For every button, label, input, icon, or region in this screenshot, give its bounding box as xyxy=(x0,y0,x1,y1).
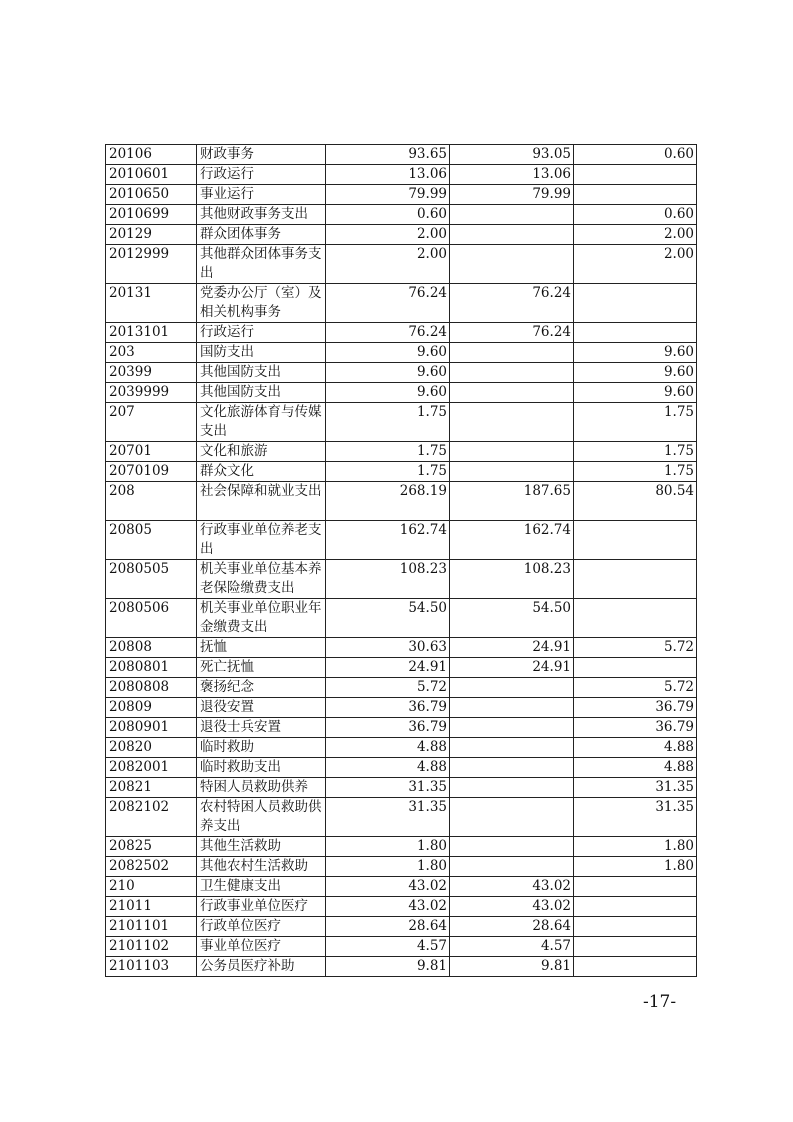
total-amount-cell: 31.35 xyxy=(326,798,450,837)
table-row xyxy=(106,678,697,698)
account-code-cell: 203 xyxy=(106,343,197,363)
total-amount-cell: 0.60 xyxy=(326,205,450,225)
project-expenditure-cell: 5.72 xyxy=(574,678,697,698)
item-name-cell: 行政事业单位养老支出 xyxy=(197,521,326,560)
table-row xyxy=(106,638,697,658)
basic-expenditure-cell: 24.91 xyxy=(450,658,574,678)
total-amount-cell: 1.75 xyxy=(326,462,450,482)
basic-expenditure-cell xyxy=(450,363,574,383)
table-row xyxy=(106,560,697,599)
total-amount-cell: 2.00 xyxy=(326,245,450,284)
table-row xyxy=(106,284,697,323)
project-expenditure-cell: 9.60 xyxy=(574,363,697,383)
table-row xyxy=(106,698,697,718)
account-code-cell: 2070109 xyxy=(106,462,197,482)
account-code-cell: 20131 xyxy=(106,284,197,323)
basic-expenditure-cell: 93.05 xyxy=(450,145,574,165)
table-row xyxy=(106,877,697,897)
total-amount-cell: 1.80 xyxy=(326,857,450,877)
basic-expenditure-cell xyxy=(450,442,574,462)
account-code-cell: 20821 xyxy=(106,778,197,798)
project-expenditure-cell: 31.35 xyxy=(574,798,697,837)
account-code-cell: 2080808 xyxy=(106,678,197,698)
total-amount-cell: 1.80 xyxy=(326,837,450,857)
basic-expenditure-cell: 76.24 xyxy=(450,284,574,323)
total-amount-cell: 43.02 xyxy=(326,877,450,897)
project-expenditure-cell: 31.35 xyxy=(574,778,697,798)
table-row xyxy=(106,837,697,857)
item-name-cell: 临时救助支出 xyxy=(197,758,326,778)
basic-expenditure-cell xyxy=(450,245,574,284)
item-name-cell: 其他财政事务支出 xyxy=(197,205,326,225)
project-expenditure-cell: 4.88 xyxy=(574,738,697,758)
basic-expenditure-cell xyxy=(450,837,574,857)
basic-expenditure-cell xyxy=(450,758,574,778)
account-code-cell: 20129 xyxy=(106,225,197,245)
item-name-cell: 财政事务 xyxy=(197,145,326,165)
table-row xyxy=(106,442,697,462)
account-code-cell: 2082502 xyxy=(106,857,197,877)
account-code-cell: 20820 xyxy=(106,738,197,758)
item-name-cell: 社会保障和就业支出 xyxy=(197,482,326,521)
total-amount-cell: 24.91 xyxy=(326,658,450,678)
account-code-cell: 2082102 xyxy=(106,798,197,837)
basic-expenditure-cell: 28.64 xyxy=(450,917,574,937)
table-row xyxy=(106,798,697,837)
table-row xyxy=(106,383,697,403)
budget-table xyxy=(105,144,697,977)
table-row xyxy=(106,403,697,442)
item-name-cell: 群众文化 xyxy=(197,462,326,482)
item-name-cell: 事业运行 xyxy=(197,185,326,205)
account-code-cell: 20825 xyxy=(106,837,197,857)
basic-expenditure-cell: 4.57 xyxy=(450,937,574,957)
table-row xyxy=(106,185,697,205)
total-amount-cell: 2.00 xyxy=(326,225,450,245)
basic-expenditure-cell: 9.81 xyxy=(450,957,574,977)
total-amount-cell: 30.63 xyxy=(326,638,450,658)
item-name-cell: 文化旅游体育与传媒支出 xyxy=(197,403,326,442)
project-expenditure-cell: 5.72 xyxy=(574,638,697,658)
table-row xyxy=(106,165,697,185)
table-row xyxy=(106,738,697,758)
account-code-cell: 21011 xyxy=(106,897,197,917)
item-name-cell: 机关事业单位职业年金缴费支出 xyxy=(197,599,326,638)
project-expenditure-cell xyxy=(574,323,697,343)
table-row xyxy=(106,323,697,343)
basic-expenditure-cell xyxy=(450,462,574,482)
total-amount-cell: 43.02 xyxy=(326,897,450,917)
account-code-cell: 20399 xyxy=(106,363,197,383)
basic-expenditure-cell xyxy=(450,205,574,225)
project-expenditure-cell xyxy=(574,658,697,678)
basic-expenditure-cell xyxy=(450,718,574,738)
account-code-cell: 2010650 xyxy=(106,185,197,205)
project-expenditure-cell: 1.80 xyxy=(574,837,697,857)
account-code-cell: 2080505 xyxy=(106,560,197,599)
item-name-cell: 退役安置 xyxy=(197,698,326,718)
project-expenditure-cell xyxy=(574,521,697,560)
total-amount-cell: 76.24 xyxy=(326,323,450,343)
basic-expenditure-cell xyxy=(450,698,574,718)
account-code-cell: 2013101 xyxy=(106,323,197,343)
project-expenditure-cell xyxy=(574,917,697,937)
budget-table-body xyxy=(106,145,697,977)
table-row xyxy=(106,462,697,482)
item-name-cell: 文化和旅游 xyxy=(197,442,326,462)
total-amount-cell: 1.75 xyxy=(326,442,450,462)
total-amount-cell: 36.79 xyxy=(326,718,450,738)
project-expenditure-cell: 2.00 xyxy=(574,245,697,284)
basic-expenditure-cell: 162.74 xyxy=(450,521,574,560)
account-code-cell: 208 xyxy=(106,482,197,521)
table-row xyxy=(106,917,697,937)
account-code-cell: 2080506 xyxy=(106,599,197,638)
basic-expenditure-cell xyxy=(450,857,574,877)
item-name-cell: 群众团体事务 xyxy=(197,225,326,245)
total-amount-cell: 54.50 xyxy=(326,599,450,638)
project-expenditure-cell: 1.80 xyxy=(574,857,697,877)
page-number: -17- xyxy=(643,992,677,1012)
basic-expenditure-cell xyxy=(450,778,574,798)
total-amount-cell: 28.64 xyxy=(326,917,450,937)
item-name-cell: 褒扬纪念 xyxy=(197,678,326,698)
project-expenditure-cell: 4.88 xyxy=(574,758,697,778)
item-name-cell: 农村特困人员救助供养支出 xyxy=(197,798,326,837)
project-expenditure-cell: 1.75 xyxy=(574,462,697,482)
basic-expenditure-cell: 43.02 xyxy=(450,897,574,917)
item-name-cell: 行政运行 xyxy=(197,165,326,185)
project-expenditure-cell: 36.79 xyxy=(574,698,697,718)
account-code-cell: 2101102 xyxy=(106,937,197,957)
table-row xyxy=(106,857,697,877)
project-expenditure-cell xyxy=(574,937,697,957)
basic-expenditure-cell: 43.02 xyxy=(450,877,574,897)
project-expenditure-cell: 2.00 xyxy=(574,225,697,245)
item-name-cell: 国防支出 xyxy=(197,343,326,363)
project-expenditure-cell xyxy=(574,599,697,638)
basic-expenditure-cell: 76.24 xyxy=(450,323,574,343)
table-row xyxy=(106,205,697,225)
table-row xyxy=(106,145,697,165)
item-name-cell: 其他群众团体事务支出 xyxy=(197,245,326,284)
project-expenditure-cell: 80.54 xyxy=(574,482,697,521)
account-code-cell: 20701 xyxy=(106,442,197,462)
project-expenditure-cell xyxy=(574,560,697,599)
total-amount-cell: 36.79 xyxy=(326,698,450,718)
basic-expenditure-cell xyxy=(450,343,574,363)
project-expenditure-cell xyxy=(574,877,697,897)
total-amount-cell: 4.88 xyxy=(326,758,450,778)
basic-expenditure-cell xyxy=(450,798,574,837)
account-code-cell: 207 xyxy=(106,403,197,442)
table-row xyxy=(106,245,697,284)
item-name-cell: 其他国防支出 xyxy=(197,363,326,383)
total-amount-cell: 1.75 xyxy=(326,403,450,442)
total-amount-cell: 9.60 xyxy=(326,363,450,383)
basic-expenditure-cell: 108.23 xyxy=(450,560,574,599)
project-expenditure-cell: 36.79 xyxy=(574,718,697,738)
basic-expenditure-cell: 13.06 xyxy=(450,165,574,185)
basic-expenditure-cell: 79.99 xyxy=(450,185,574,205)
basic-expenditure-cell xyxy=(450,403,574,442)
basic-expenditure-cell xyxy=(450,225,574,245)
account-code-cell: 2082001 xyxy=(106,758,197,778)
project-expenditure-cell xyxy=(574,284,697,323)
total-amount-cell: 4.57 xyxy=(326,937,450,957)
table-row xyxy=(106,599,697,638)
account-code-cell: 2010601 xyxy=(106,165,197,185)
account-code-cell: 20805 xyxy=(106,521,197,560)
basic-expenditure-cell xyxy=(450,383,574,403)
project-expenditure-cell xyxy=(574,165,697,185)
table-row xyxy=(106,897,697,917)
item-name-cell: 退役士兵安置 xyxy=(197,718,326,738)
total-amount-cell: 9.60 xyxy=(326,383,450,403)
table-row xyxy=(106,521,697,560)
item-name-cell: 机关事业单位基本养老保险缴费支出 xyxy=(197,560,326,599)
total-amount-cell: 5.72 xyxy=(326,678,450,698)
account-code-cell: 2101103 xyxy=(106,957,197,977)
total-amount-cell: 4.88 xyxy=(326,738,450,758)
project-expenditure-cell: 9.60 xyxy=(574,383,697,403)
table-row xyxy=(106,758,697,778)
basic-expenditure-cell: 187.65 xyxy=(450,482,574,521)
project-expenditure-cell xyxy=(574,957,697,977)
account-code-cell: 2101101 xyxy=(106,917,197,937)
project-expenditure-cell: 9.60 xyxy=(574,343,697,363)
item-name-cell: 行政单位医疗 xyxy=(197,917,326,937)
account-code-cell: 20808 xyxy=(106,638,197,658)
project-expenditure-cell: 0.60 xyxy=(574,145,697,165)
item-name-cell: 特困人员救助供养 xyxy=(197,778,326,798)
table-row xyxy=(106,363,697,383)
total-amount-cell: 9.81 xyxy=(326,957,450,977)
total-amount-cell: 76.24 xyxy=(326,284,450,323)
item-name-cell: 事业单位医疗 xyxy=(197,937,326,957)
table-row xyxy=(106,937,697,957)
total-amount-cell: 31.35 xyxy=(326,778,450,798)
item-name-cell: 临时救助 xyxy=(197,738,326,758)
table-row xyxy=(106,778,697,798)
total-amount-cell: 162.74 xyxy=(326,521,450,560)
account-code-cell: 20106 xyxy=(106,145,197,165)
table-row xyxy=(106,343,697,363)
total-amount-cell: 93.65 xyxy=(326,145,450,165)
table-row xyxy=(106,225,697,245)
item-name-cell: 卫生健康支出 xyxy=(197,877,326,897)
project-expenditure-cell xyxy=(574,897,697,917)
project-expenditure-cell: 1.75 xyxy=(574,442,697,462)
basic-expenditure-cell xyxy=(450,678,574,698)
item-name-cell: 其他生活救助 xyxy=(197,837,326,857)
item-name-cell: 其他国防支出 xyxy=(197,383,326,403)
project-expenditure-cell: 1.75 xyxy=(574,403,697,442)
table-row xyxy=(106,957,697,977)
account-code-cell: 2012999 xyxy=(106,245,197,284)
project-expenditure-cell: 0.60 xyxy=(574,205,697,225)
account-code-cell: 20809 xyxy=(106,698,197,718)
account-code-cell: 2039999 xyxy=(106,383,197,403)
item-name-cell: 行政运行 xyxy=(197,323,326,343)
account-code-cell: 2080801 xyxy=(106,658,197,678)
item-name-cell: 其他农村生活救助 xyxy=(197,857,326,877)
table-row xyxy=(106,658,697,678)
item-name-cell: 行政事业单位医疗 xyxy=(197,897,326,917)
item-name-cell: 抚恤 xyxy=(197,638,326,658)
project-expenditure-cell xyxy=(574,185,697,205)
account-code-cell: 210 xyxy=(106,877,197,897)
total-amount-cell: 108.23 xyxy=(326,560,450,599)
total-amount-cell: 79.99 xyxy=(326,185,450,205)
account-code-cell: 2010699 xyxy=(106,205,197,225)
table-row xyxy=(106,718,697,738)
table-row xyxy=(106,482,697,521)
total-amount-cell: 9.60 xyxy=(326,343,450,363)
basic-expenditure-cell: 54.50 xyxy=(450,599,574,638)
total-amount-cell: 13.06 xyxy=(326,165,450,185)
account-code-cell: 2080901 xyxy=(106,718,197,738)
item-name-cell: 公务员医疗补助 xyxy=(197,957,326,977)
total-amount-cell: 268.19 xyxy=(326,482,450,521)
item-name-cell: 死亡抚恤 xyxy=(197,658,326,678)
basic-expenditure-cell: 24.91 xyxy=(450,638,574,658)
basic-expenditure-cell xyxy=(450,738,574,758)
item-name-cell: 党委办公厅（室）及相关机构事务 xyxy=(197,284,326,323)
